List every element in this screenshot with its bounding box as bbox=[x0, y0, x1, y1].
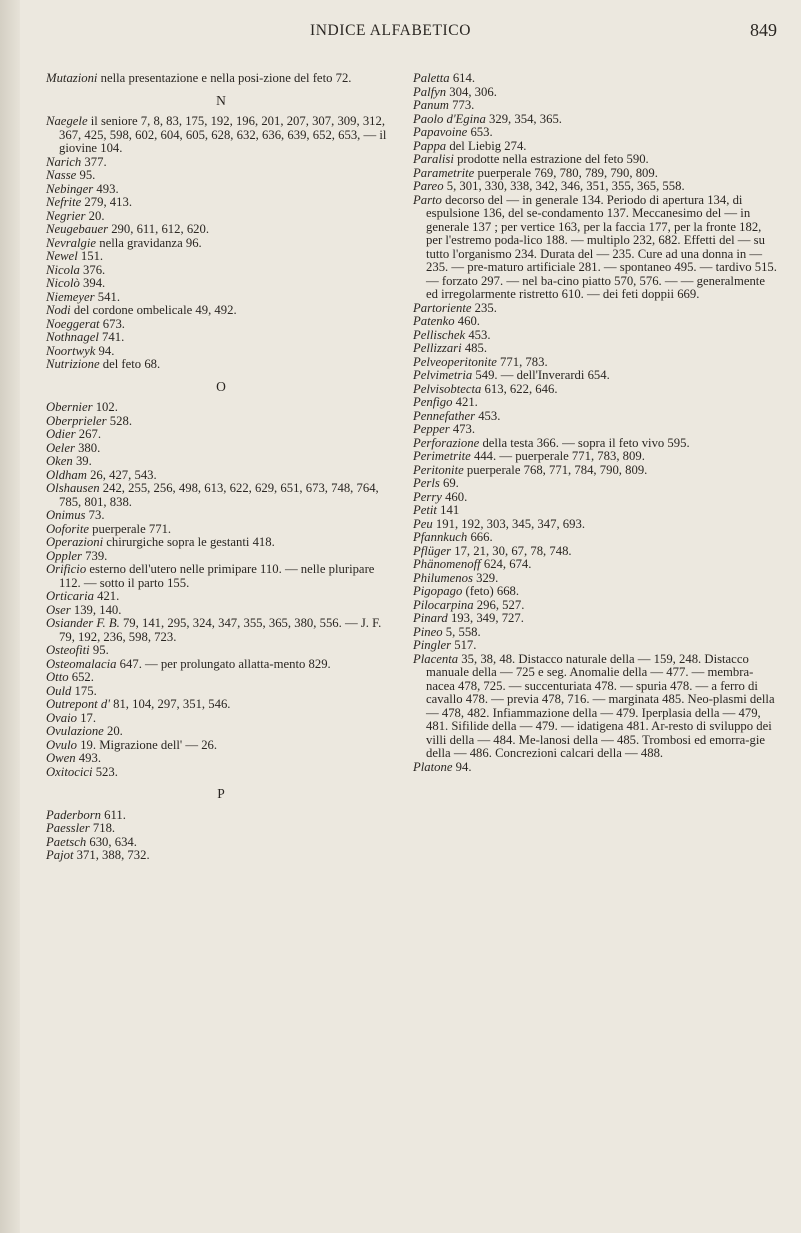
index-term: Pingler bbox=[413, 638, 452, 652]
index-entry bbox=[46, 358, 396, 372]
index-term: Pflüger bbox=[413, 543, 452, 558]
index-references: 421. bbox=[93, 589, 120, 603]
index-term: Pilocarpina bbox=[413, 597, 474, 612]
index-term: Pareo bbox=[413, 179, 444, 193]
index-entry bbox=[413, 585, 779, 599]
index-entry bbox=[46, 604, 396, 618]
index-term: Narich bbox=[46, 154, 82, 169]
index-column-left bbox=[46, 72, 396, 863]
index-references: 193, 349, 727. bbox=[447, 611, 524, 625]
index-entry bbox=[413, 383, 779, 397]
section-letter: P bbox=[217, 786, 225, 801]
index-references: 242, 255, 256, 498, 613, 622, 629, 651, 673, 748, 764, 785, 801, 838. bbox=[59, 481, 379, 509]
index-entry bbox=[46, 264, 396, 278]
index-term: Placenta bbox=[413, 651, 459, 666]
index-references: 79, 141, 295, 324, 347, 355, 365, 380, 556. — J. F. 79, 192, 236, 598, 723. bbox=[59, 616, 382, 644]
index-references: della testa 366. — sopra il feto vivo 595. bbox=[479, 435, 690, 450]
index-entry bbox=[46, 563, 396, 590]
index-references: 421. bbox=[452, 395, 478, 409]
index-entry bbox=[413, 167, 779, 181]
index-references: 17, 21, 30, 67, 78, 748. bbox=[451, 543, 572, 558]
index-entry bbox=[46, 237, 396, 251]
index-term: Naegele bbox=[46, 114, 88, 128]
index-references: 296, 527. bbox=[473, 597, 525, 612]
index-references: 653. bbox=[467, 125, 493, 139]
index-term: Pigopago bbox=[413, 584, 463, 598]
index-entry bbox=[413, 437, 779, 451]
index-references: 81, 104, 297, 351, 546. bbox=[109, 697, 231, 711]
index-term: Perls bbox=[413, 476, 440, 490]
index-term: Nicola bbox=[46, 262, 80, 277]
index-term: Paolo d'Egina bbox=[413, 111, 486, 126]
index-term: Paralisi bbox=[413, 152, 454, 166]
index-entry bbox=[413, 545, 779, 559]
index-term: Pineo bbox=[413, 624, 443, 639]
index-references: 151. bbox=[77, 249, 104, 263]
index-references: 652. bbox=[68, 670, 94, 684]
index-term: Nasse bbox=[46, 168, 77, 182]
index-references: 175. bbox=[71, 683, 97, 698]
index-references: 773. bbox=[448, 98, 475, 112]
section-letter: N bbox=[216, 92, 226, 108]
index-term: Operazioni bbox=[46, 535, 104, 549]
index-term: Pajot bbox=[46, 848, 74, 862]
index-entry bbox=[46, 291, 396, 305]
index-references: 35, 38, 48. Distacco naturale della — 159, 248. Distacco manuale della — 725 e seg. Anomalie della — 477. — membra-nacea 478, 725. — succenturiata 478. — spuria 478. — a ferro di cavallo 478. — previa 478, 716. — marginata 485. Neo-plasmi della — 478, 482. Infiammazione della — 479. Iperplasia della — 479, 481. Sifilide della — 479. — idatigena 481. Ar-resto di sviluppo dei villi della — 484. Me-lanosi della — 485. Trombosi ed emorra-gie della — 486. Concrezioni calcari della — 488. bbox=[426, 651, 775, 760]
index-references: 460. bbox=[441, 489, 468, 504]
index-term: Mutazioni bbox=[46, 71, 98, 85]
index-term: Pfannkuch bbox=[413, 530, 468, 544]
index-references: 460. bbox=[454, 314, 480, 328]
index-references: 141 bbox=[436, 503, 460, 517]
index-term: Pinard bbox=[413, 611, 448, 625]
index-references: 95. bbox=[89, 643, 109, 657]
index-term: Ovulazione bbox=[46, 724, 104, 738]
index-references: 20. bbox=[103, 724, 123, 738]
index-term: Ooforite bbox=[46, 521, 89, 536]
index-entry bbox=[46, 210, 396, 224]
index-entry bbox=[46, 277, 396, 291]
index-references: 624, 674. bbox=[480, 557, 532, 571]
index-entry bbox=[413, 180, 779, 194]
index-term: Perry bbox=[413, 489, 442, 504]
index-entry bbox=[46, 318, 396, 332]
index-entry bbox=[413, 761, 779, 775]
index-entry bbox=[46, 644, 396, 658]
index-term: Pelvimetria bbox=[413, 368, 473, 382]
index-term: Perimetrite bbox=[413, 449, 471, 463]
index-term: Nevralgie bbox=[46, 235, 97, 250]
index-term: Osteofiti bbox=[46, 643, 90, 657]
index-entry bbox=[413, 342, 779, 356]
index-term: Pellischek bbox=[413, 327, 466, 342]
index-references: del feto 68. bbox=[99, 357, 161, 371]
index-entry bbox=[46, 156, 396, 170]
index-term: Oeler bbox=[46, 440, 75, 455]
index-references: chirurgiche sopra le gestanti 418. bbox=[103, 535, 275, 549]
index-references: prodotte nella estrazione del feto 590. bbox=[453, 152, 649, 166]
index-term: Paletta bbox=[413, 71, 450, 85]
index-references: 647. — per prolungato allatta-mento 829. bbox=[116, 656, 331, 671]
index-entry bbox=[413, 86, 779, 100]
index-entry bbox=[413, 396, 779, 410]
index-entry bbox=[46, 509, 396, 523]
index-term: Negrier bbox=[46, 208, 86, 223]
index-entry bbox=[46, 671, 396, 685]
index-entry bbox=[46, 115, 396, 156]
index-term: Pepper bbox=[413, 422, 450, 436]
index-entry bbox=[413, 531, 779, 545]
index-entry bbox=[46, 849, 396, 863]
index-references: 380. bbox=[74, 440, 101, 455]
index-entry bbox=[46, 752, 396, 766]
index-entry bbox=[413, 315, 779, 329]
index-entry bbox=[46, 169, 396, 183]
index-references: 549. — dell'Inverardi 654. bbox=[472, 368, 610, 382]
index-entry bbox=[413, 356, 779, 370]
index-references: 614. bbox=[449, 71, 476, 85]
index-references: 5, 558. bbox=[442, 624, 481, 639]
index-references: 69. bbox=[439, 476, 459, 490]
index-entry bbox=[413, 194, 779, 302]
page-binding-edge bbox=[0, 0, 20, 1233]
index-term: Orificio bbox=[46, 562, 87, 576]
index-references: puerperale 769, 780, 789, 790, 809. bbox=[474, 165, 658, 180]
index-entry bbox=[46, 250, 396, 264]
index-references: 493. bbox=[75, 751, 101, 765]
index-term: Phänomenoff bbox=[413, 557, 481, 571]
index-column-right bbox=[413, 72, 779, 774]
index-references: decorso del — in generale 134. Periodo di apertura 134, di espulsione 136, del se-condamento 137. Meccanesimo del — in generale 137 ; per vertice 163, per la faccia 177, per la fronte 182, per l'estremo poda-lico 188. — multiplo 232, 682. Effetti del — su tutto l'organismo 234. Durata del — 235. Cure ad una donna in — 235. — pre-maturo artificiale 281. — spontaneo 495. — tardivo 515. — forzato 297. — nel ba-cino piatto 570, 576. — — generalmente ed irregolarmente ristretto 610. — dei feti doppii 669. bbox=[426, 192, 777, 301]
index-entry bbox=[413, 423, 779, 437]
index-references: puerperale 771. bbox=[89, 521, 172, 536]
index-term: Panum bbox=[413, 98, 449, 112]
index-entry bbox=[46, 685, 396, 699]
index-entry bbox=[46, 442, 396, 456]
index-entry bbox=[46, 822, 396, 836]
index-term: Pelvisobtecta bbox=[413, 381, 482, 396]
index-term: Oberprieler bbox=[46, 413, 107, 428]
index-term: Peritonite bbox=[413, 462, 464, 477]
index-entry bbox=[413, 99, 779, 113]
index-entry bbox=[46, 455, 396, 469]
index-term: Outrepont d' bbox=[46, 697, 110, 711]
index-term: Penfigo bbox=[413, 395, 453, 409]
index-references: esterno dell'utero nelle primipare 110. — nelle pluripare 112. — sotto il parto 155. bbox=[59, 562, 375, 590]
index-references: 739. bbox=[81, 548, 108, 563]
index-entry bbox=[46, 550, 396, 564]
index-entry bbox=[46, 536, 396, 550]
index-term: Obernier bbox=[46, 400, 93, 414]
index-references: 673. bbox=[99, 316, 125, 331]
index-references: 523. bbox=[92, 764, 118, 779]
index-references: 17. bbox=[77, 710, 97, 725]
index-entry bbox=[46, 739, 396, 753]
index-entry bbox=[413, 639, 779, 653]
index-entry bbox=[413, 72, 779, 86]
index-term: Pappa bbox=[413, 138, 447, 153]
index-references: 102. bbox=[92, 400, 118, 414]
index-term: Nothnagel bbox=[46, 330, 99, 344]
index-references: 329. bbox=[472, 570, 499, 585]
index-term: Nodi bbox=[46, 303, 71, 317]
index-references: 267. bbox=[75, 427, 101, 441]
index-entry bbox=[413, 410, 779, 424]
index-entry bbox=[413, 653, 779, 761]
index-references: 94. bbox=[452, 759, 472, 774]
index-term: Nutrizione bbox=[46, 357, 100, 371]
index-term: Otto bbox=[46, 670, 69, 684]
index-entry bbox=[46, 183, 396, 197]
index-entry bbox=[46, 482, 396, 509]
index-references: 20. bbox=[85, 208, 105, 223]
index-entry bbox=[413, 626, 779, 640]
index-term: Parametrite bbox=[413, 165, 475, 180]
index-term: Odier bbox=[46, 427, 76, 441]
index-term: Patenko bbox=[413, 314, 455, 328]
index-entry bbox=[413, 464, 779, 478]
index-entry bbox=[46, 415, 396, 429]
index-references: puerperale 768, 771, 784, 790, 809. bbox=[463, 462, 648, 477]
index-term: Pelveoperitonite bbox=[413, 354, 497, 369]
index-references: 741. bbox=[98, 330, 125, 344]
index-entry bbox=[413, 504, 779, 518]
index-term: Perforazione bbox=[413, 435, 480, 450]
index-references: 453. bbox=[465, 327, 491, 342]
index-term: Owen bbox=[46, 751, 76, 765]
index-term: Partoriente bbox=[413, 300, 472, 315]
index-references: 771, 783. bbox=[496, 354, 548, 369]
index-references: 191, 192, 303, 345, 347, 693. bbox=[432, 516, 585, 531]
index-references: 541. bbox=[94, 289, 120, 304]
index-references: del cordone ombelicale 49, 492. bbox=[70, 303, 237, 317]
index-references: del Liebig 274. bbox=[446, 138, 527, 153]
index-term: Oken bbox=[46, 454, 73, 468]
index-references: 613, 622, 646. bbox=[481, 381, 558, 396]
index-references: 444. — puerperale 771, 783, 809. bbox=[470, 449, 645, 463]
index-entry bbox=[46, 72, 396, 86]
running-header bbox=[0, 22, 801, 42]
index-entry bbox=[46, 725, 396, 739]
index-entry bbox=[46, 809, 396, 823]
index-entry bbox=[46, 401, 396, 415]
index-entry bbox=[46, 428, 396, 442]
index-entry bbox=[46, 469, 396, 483]
index-term: Paessler bbox=[46, 821, 90, 835]
index-references: 371, 388, 732. bbox=[73, 848, 150, 862]
index-references: 473. bbox=[449, 422, 476, 436]
index-references: 611. bbox=[100, 807, 126, 822]
index-entry bbox=[46, 523, 396, 537]
index-entry bbox=[46, 331, 396, 345]
index-term: Ould bbox=[46, 683, 72, 698]
index-term: Ovaio bbox=[46, 710, 78, 725]
index-entry bbox=[46, 223, 396, 237]
index-term: Noortwyk bbox=[46, 343, 96, 358]
index-term: Peu bbox=[413, 516, 433, 531]
index-references: (feto) 668. bbox=[462, 584, 520, 598]
index-entry bbox=[46, 345, 396, 359]
index-term: Osteomalacia bbox=[46, 656, 117, 671]
index-references: 94. bbox=[95, 343, 115, 358]
index-term: Niemeyer bbox=[46, 289, 95, 304]
index-term: Paetsch bbox=[46, 834, 87, 849]
index-references: 290, 611, 612, 620. bbox=[108, 222, 210, 236]
index-references: 517. bbox=[451, 638, 477, 652]
index-entry bbox=[46, 712, 396, 726]
index-entry bbox=[413, 369, 779, 383]
index-term: Neugebauer bbox=[46, 222, 109, 236]
index-entry bbox=[413, 126, 779, 140]
page-number: 849 bbox=[750, 20, 777, 40]
index-entry bbox=[46, 590, 396, 604]
index-term: Osiander F. B. bbox=[46, 616, 120, 630]
index-entry bbox=[46, 658, 396, 672]
index-references: nella presentazione e nella posi-zione del feto 72. bbox=[97, 71, 352, 85]
index-entry bbox=[46, 698, 396, 712]
index-references: 528. bbox=[106, 413, 132, 428]
index-references: 329, 354, 365. bbox=[485, 111, 562, 126]
index-term: Petit bbox=[413, 503, 437, 517]
index-term: Papavoine bbox=[413, 125, 468, 139]
running-title: INDICE ALFABETICO bbox=[310, 22, 472, 39]
index-term: Oldham bbox=[46, 467, 87, 482]
index-entry bbox=[413, 140, 779, 154]
index-entry bbox=[413, 302, 779, 316]
index-references: 235. bbox=[471, 300, 497, 315]
index-term: Noeggerat bbox=[46, 316, 100, 331]
index-term: Platone bbox=[413, 759, 453, 774]
index-entry bbox=[413, 450, 779, 464]
index-entry bbox=[413, 329, 779, 343]
index-term: Nebinger bbox=[46, 181, 94, 196]
index-term: Philumenos bbox=[413, 570, 473, 585]
index-references: 304, 306. bbox=[446, 84, 497, 99]
index-term: Parto bbox=[413, 192, 442, 207]
index-term: Onimus bbox=[46, 508, 86, 522]
index-entry bbox=[413, 558, 779, 572]
index-entry bbox=[46, 304, 396, 318]
index-entry bbox=[413, 153, 779, 167]
index-term: Newel bbox=[46, 249, 78, 263]
index-entry bbox=[46, 766, 396, 780]
index-term: Oppler bbox=[46, 548, 82, 563]
index-references: 377. bbox=[81, 154, 107, 169]
index-term: Olshausen bbox=[46, 481, 100, 495]
index-entry bbox=[46, 617, 396, 644]
index-term: Orticaria bbox=[46, 589, 94, 603]
index-references: 666. bbox=[467, 530, 493, 544]
index-references: 26, 427, 543. bbox=[86, 467, 157, 482]
index-references: 73. bbox=[85, 508, 105, 522]
index-term: Palfyn bbox=[413, 84, 447, 99]
index-entry bbox=[413, 491, 779, 505]
section-letter: O bbox=[216, 378, 226, 394]
index-references: nella gravidanza 96. bbox=[96, 235, 202, 250]
index-references: 630, 634. bbox=[86, 834, 137, 849]
index-term: Paderborn bbox=[46, 807, 101, 822]
index-term: Nicolò bbox=[46, 276, 80, 290]
index-term: Oxitocici bbox=[46, 764, 93, 779]
index-references: 5, 301, 330, 338, 342, 346, 351, 355, 365, 558. bbox=[443, 179, 685, 193]
index-entry bbox=[413, 572, 779, 586]
index-entry bbox=[413, 113, 779, 127]
index-entry bbox=[413, 477, 779, 491]
index-term: Nefrite bbox=[46, 195, 82, 209]
index-references: 453. bbox=[475, 408, 501, 423]
index-references: 139, 140. bbox=[70, 602, 122, 617]
index-references: 718. bbox=[89, 821, 116, 835]
index-entry bbox=[413, 612, 779, 626]
index-references: 95. bbox=[76, 168, 96, 182]
index-references: 493. bbox=[93, 181, 119, 196]
index-term: Pellizzari bbox=[413, 341, 462, 355]
index-entry bbox=[413, 518, 779, 532]
index-references: 394. bbox=[79, 276, 106, 290]
index-entry bbox=[413, 599, 779, 613]
index-references: 279, 413. bbox=[81, 195, 132, 209]
index-references: 19. Migrazione dell' — 26. bbox=[77, 737, 218, 752]
index-term: Oser bbox=[46, 602, 71, 617]
index-references: il seniore 7, 8, 83, 175, 192, 196, 201, 207, 307, 309, 312, 367, 425, 598, 602, 604, 605, 628, 632, 636, 639, 652, 653, — il giovine 104. bbox=[59, 114, 387, 155]
index-entry bbox=[46, 836, 396, 850]
index-references: 39. bbox=[72, 454, 92, 468]
index-entry bbox=[46, 196, 396, 210]
index-references: 376. bbox=[79, 262, 106, 277]
index-term: Pennefather bbox=[413, 408, 476, 423]
index-references: 485. bbox=[461, 341, 488, 355]
index-term: Ovulo bbox=[46, 737, 78, 752]
